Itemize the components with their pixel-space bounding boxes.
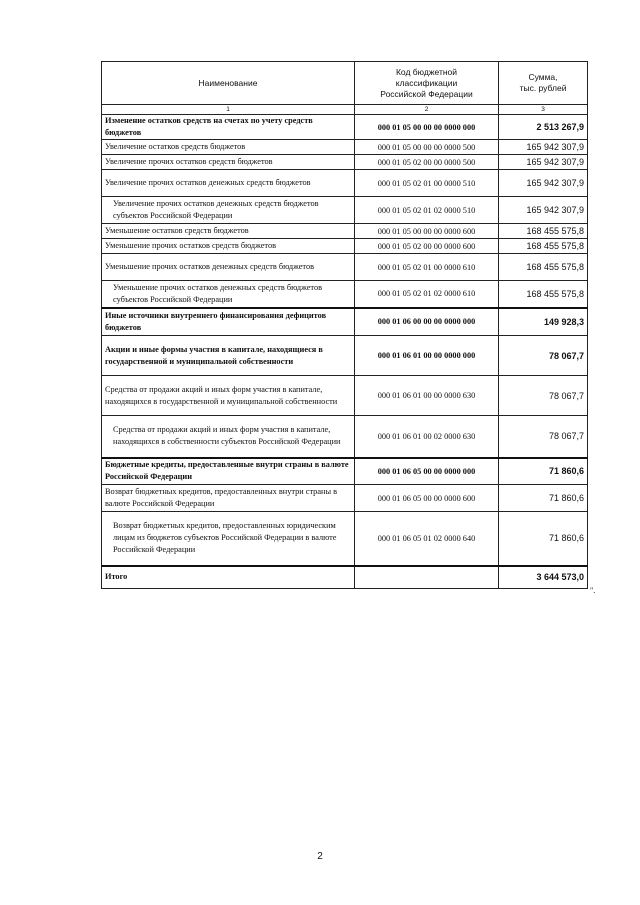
row-sum: 168 455 575,8 <box>499 281 588 308</box>
row-code: 000 01 06 00 00 00 0000 000 <box>355 308 499 336</box>
page-number: 2 <box>317 851 323 862</box>
row-sum: 165 942 307,9 <box>499 155 588 170</box>
column-number: 3 <box>499 105 588 115</box>
row-sum: 78 067,7 <box>499 336 588 376</box>
row-sum: 71 860,6 <box>499 512 588 566</box>
row-name: Уменьшение остатков средств бюджетов <box>102 224 355 239</box>
header-sum-line: Сумма, <box>528 72 558 82</box>
row-name: Средства от продажи акций и иных форм участия в капитале, находящихся в собственности субъектов Российской Федерации <box>102 416 355 458</box>
column-number: 1 <box>102 105 355 115</box>
row-code: 000 01 06 01 00 02 0000 630 <box>355 416 499 458</box>
table-row <box>102 197 588 224</box>
closing-quote: ". <box>590 586 596 595</box>
row-code: 000 01 06 05 01 02 0000 640 <box>355 512 499 566</box>
row-sum: 71 860,6 <box>499 458 588 485</box>
row-code: 000 01 05 02 01 02 0000 610 <box>355 281 499 308</box>
table-row <box>102 239 588 254</box>
column-numbers-row <box>102 105 588 115</box>
table-row <box>102 254 588 281</box>
header-sum <box>499 62 588 105</box>
table-row <box>102 281 588 308</box>
row-code: 000 01 05 02 01 02 0000 510 <box>355 197 499 224</box>
table-row <box>102 458 588 485</box>
table-row <box>102 512 588 566</box>
table-row <box>102 336 588 376</box>
total-label: Итого <box>102 566 355 589</box>
row-name: Акции и иные формы участия в капитале, находящиеся в государственной и муниципальной собственности <box>102 336 355 376</box>
table-row <box>102 376 588 416</box>
row-name: Уменьшение прочих остатков денежных средств бюджетов <box>102 254 355 281</box>
table-row <box>102 115 588 140</box>
table-row <box>102 416 588 458</box>
row-code: 000 01 05 02 00 00 0000 500 <box>355 155 499 170</box>
row-sum: 168 455 575,8 <box>499 224 588 239</box>
table-row <box>102 224 588 239</box>
header-code-line: Российской Федерации <box>380 88 473 99</box>
table-row <box>102 308 588 336</box>
header-code <box>355 62 499 105</box>
row-name: Уменьшение прочих остатков средств бюджетов <box>102 239 355 254</box>
row-code: 000 01 06 05 00 00 0000 000 <box>355 458 499 485</box>
row-code: 000 01 05 02 01 00 0000 610 <box>355 254 499 281</box>
row-name: Изменение остатков средств на счетах по учету средств бюджетов <box>102 115 355 140</box>
row-sum: 149 928,3 <box>499 308 588 336</box>
table-header-row <box>102 62 588 105</box>
row-name: Увеличение прочих остатков денежных средств бюджетов <box>102 170 355 197</box>
total-sum: 3 644 573,0 <box>499 566 588 589</box>
row-code: 000 01 06 05 00 00 0000 600 <box>355 485 499 512</box>
row-code: 000 01 06 01 00 00 0000 630 <box>355 376 499 416</box>
row-code: 000 01 05 00 00 00 0000 500 <box>355 140 499 155</box>
header-name: Наименование <box>102 62 355 105</box>
row-name: Средства от продажи акций и иных форм участия в капитале, находящихся в государственной и муниципальной собственности <box>102 376 355 416</box>
row-name: Увеличение прочих остатков денежных средств бюджетов субъектов Российской Федерации <box>102 197 355 224</box>
row-code: 000 01 05 02 00 00 0000 600 <box>355 239 499 254</box>
row-name: Уменьшение прочих остатков денежных средств бюджетов субъектов Российской Федерации <box>102 281 355 308</box>
row-code: 000 01 06 01 00 00 0000 000 <box>355 336 499 376</box>
header-code-line: Код бюджетной <box>395 66 458 77</box>
row-sum: 165 942 307,9 <box>499 170 588 197</box>
row-code: 000 01 05 00 00 00 0000 600 <box>355 224 499 239</box>
row-name: Иные источники внутреннего финансирования дефицитов бюджетов <box>102 308 355 336</box>
column-number: 2 <box>355 105 499 115</box>
row-name: Бюджетные кредиты, предоставленные внутри страны в валюте Российской Федерации <box>102 458 355 485</box>
row-name: Увеличение прочих остатков средств бюджетов <box>102 155 355 170</box>
row-code: 000 01 05 02 01 00 0000 510 <box>355 170 499 197</box>
total-code <box>355 566 499 589</box>
row-sum: 165 942 307,9 <box>499 140 588 155</box>
row-sum: 168 455 575,8 <box>499 254 588 281</box>
row-sum: 2 513 267,9 <box>499 115 588 140</box>
total-row <box>102 566 588 589</box>
table-row <box>102 155 588 170</box>
table-row <box>102 485 588 512</box>
row-sum: 78 067,7 <box>499 416 588 458</box>
row-name: Увеличение остатков средств бюджетов <box>102 140 355 155</box>
row-sum: 71 860,6 <box>499 485 588 512</box>
row-code: 000 01 05 00 00 00 0000 000 <box>355 115 499 140</box>
table-row <box>102 170 588 197</box>
sources-financing-table <box>101 61 588 589</box>
table-row <box>102 140 588 155</box>
row-sum: 165 942 307,9 <box>499 197 588 224</box>
row-name: Возврат бюджетных кредитов, предоставленных юридическим лицам из бюджетов субъектов Российской Федерации в валюте Российской Федерации <box>102 512 355 566</box>
row-name: Возврат бюджетных кредитов, предоставленных внутри страны в валюте Российской Федерации <box>102 485 355 512</box>
row-sum: 78 067,7 <box>499 376 588 416</box>
header-sum-line: тыс. рублей <box>519 83 567 93</box>
row-sum: 168 455 575,8 <box>499 239 588 254</box>
header-code-line: классификации <box>395 77 458 88</box>
